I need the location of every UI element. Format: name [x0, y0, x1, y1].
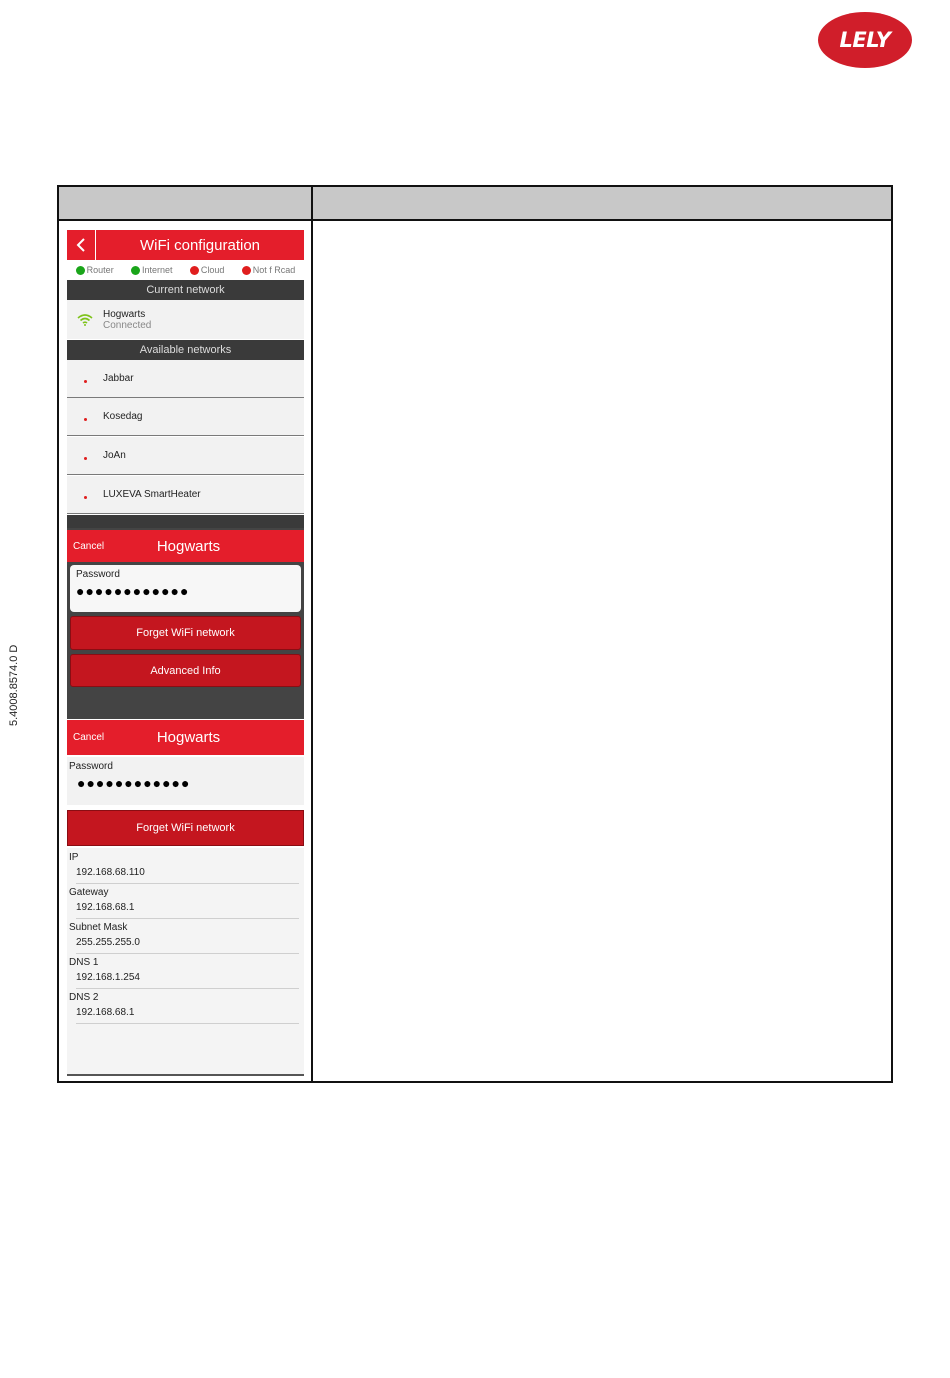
network-name: Kosedag	[103, 411, 143, 422]
status-not-ready: Not f Rcad	[242, 265, 296, 275]
status-internet: Internet	[131, 265, 173, 275]
password-label: Password	[76, 569, 120, 580]
network-item[interactable]	[67, 437, 304, 475]
document-id: 5.4008.8574.0 D	[8, 644, 20, 726]
subnet-mask-value: 255.255.255.0	[76, 933, 299, 954]
bottom-divider	[67, 1074, 304, 1076]
password-field[interactable]	[67, 757, 304, 805]
logo-text: LELY	[839, 28, 891, 52]
password-value: ●●●●●●●●●●●●	[77, 775, 191, 791]
advanced-info-button[interactable]: Advanced Info	[70, 654, 301, 687]
dns1-label: DNS 1	[69, 957, 99, 968]
status-router: Router	[76, 265, 114, 275]
cancel-button[interactable]: Cancel	[73, 540, 105, 552]
green-dot-icon	[131, 266, 140, 275]
dialog-title: Hogwarts	[156, 537, 221, 555]
dialog-header	[67, 530, 304, 562]
network-item[interactable]	[67, 476, 304, 514]
page-title: WiFi configuration	[139, 236, 261, 254]
ip-value: 192.168.68.110	[76, 863, 299, 884]
gateway-value: 192.168.68.1	[76, 898, 299, 919]
gateway-label: Gateway	[69, 887, 109, 898]
screen-footer-bar	[67, 515, 304, 528]
status-legend	[67, 262, 304, 278]
signal-icon	[67, 490, 103, 499]
back-button[interactable]	[67, 230, 96, 260]
current-network-name: Hogwarts	[103, 308, 146, 320]
network-item[interactable]	[67, 360, 304, 398]
table-header-row	[57, 185, 893, 221]
dns2-value: 192.168.68.1	[76, 1003, 299, 1024]
signal-icon	[67, 412, 103, 421]
forget-wifi-button[interactable]: Forget WiFi network	[67, 810, 304, 846]
red-dot-icon	[242, 266, 251, 275]
forget-wifi-button[interactable]: Forget WiFi network	[70, 616, 301, 650]
red-dot-icon	[190, 266, 199, 275]
advanced-header	[67, 720, 304, 755]
lely-logo	[818, 12, 912, 68]
current-network-item[interactable]	[67, 300, 304, 339]
signal-icon	[67, 451, 103, 460]
wifi-icon	[67, 314, 103, 326]
chevron-left-icon	[76, 238, 86, 252]
network-name: JoAn	[103, 450, 126, 461]
network-name: LUXEVA SmartHeater	[103, 489, 201, 500]
signal-icon	[67, 374, 103, 383]
available-networks-header: Available networks	[67, 340, 304, 360]
network-info-list	[67, 848, 304, 1076]
password-label: Password	[69, 761, 113, 772]
password-value: ●●●●●●●●●●●●	[76, 583, 190, 599]
status-cloud: Cloud	[190, 265, 225, 275]
current-network-header: Current network	[67, 280, 304, 300]
advanced-title: Hogwarts	[156, 729, 221, 746]
wifi-config-header	[67, 230, 304, 260]
current-network-status: Connected	[103, 319, 152, 331]
green-dot-icon	[76, 266, 85, 275]
network-name: Jabbar	[103, 373, 134, 384]
network-item[interactable]	[67, 398, 304, 436]
subnet-mask-label: Subnet Mask	[69, 922, 128, 933]
ip-label: IP	[69, 852, 79, 863]
column-divider	[311, 185, 313, 1083]
dns1-value: 192.168.1.254	[76, 968, 299, 989]
password-field[interactable]	[70, 565, 301, 612]
cancel-button[interactable]: Cancel	[73, 732, 105, 743]
dns2-label: DNS 2	[69, 992, 99, 1003]
